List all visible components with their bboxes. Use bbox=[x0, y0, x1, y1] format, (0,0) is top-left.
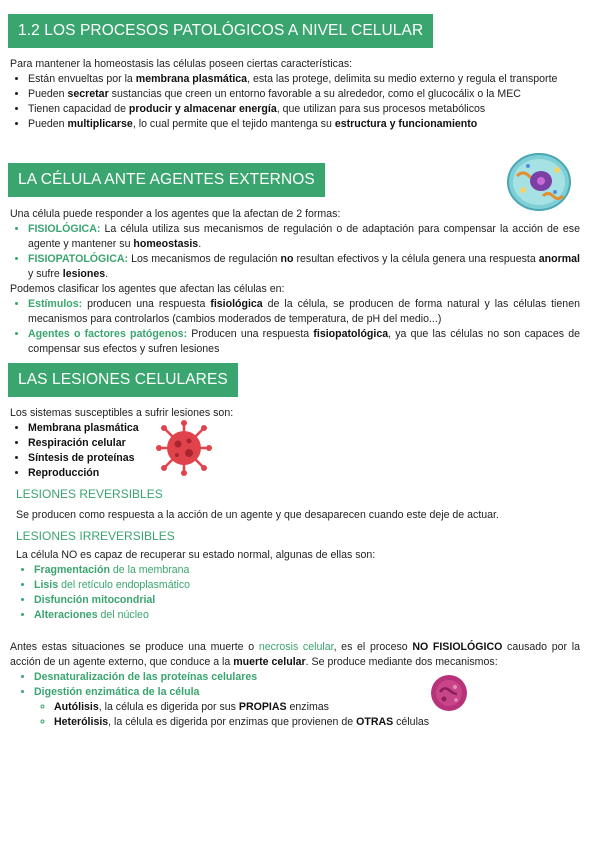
digestion-types-list bbox=[34, 700, 580, 730]
cell-characteristics-list bbox=[10, 72, 580, 132]
list-item: • Desnaturalización de las proteínas celulares bbox=[34, 670, 580, 685]
section-1-title: 1.2 LOS PROCESOS PATOLÓGICOS A NIVEL CELULAR bbox=[8, 14, 433, 48]
list-item: • Agentes o factores patógenos: Producen una respuesta fisiopatológica, ya que las células no son capaces de compensar sus efectos y sufren lesiones bbox=[28, 327, 580, 357]
section-3-title: LAS LESIONES CELULARES bbox=[8, 363, 238, 397]
list-item: • Pueden secretar sustancias que creen un entorno favorable a su alrededor, como el glucocálix o la MEC bbox=[28, 87, 580, 102]
section-1-intro: Para mantener la homeostasis las células poseen ciertas características: bbox=[10, 58, 353, 70]
list-item: • Lisis del retículo endoplasmático bbox=[34, 578, 580, 593]
response-forms-list bbox=[10, 222, 580, 282]
list-item: • Están envueltas por la membrana plasmática, esta las protege, delimita su medio externo y regula el transporte bbox=[28, 72, 580, 87]
necrotic-cell-icon bbox=[430, 674, 468, 712]
section-2-intro: Una célula puede responder a los agentes que la afectan de 2 formas: bbox=[10, 208, 341, 220]
irreversible-lesions-list bbox=[10, 563, 580, 623]
section-2-intro-2: Podemos clasificar los agentes que afectan las células en: bbox=[10, 283, 285, 295]
list-item: • Digestión enzimática de la célula ◦ Autólisis, la célula es digerida por sus PROPIAS enzimas ◦ Heterólisis, la célula es digerida por enzimas que provienen de OTRAS células bbox=[34, 685, 580, 730]
list-item: ◦ Autólisis, la célula es digerida por sus PROPIAS enzimas bbox=[54, 700, 580, 715]
irreversible-lesions-intro: La célula NO es capaz de recuperar su estado normal, algunas de ellas son: bbox=[16, 549, 376, 561]
necrosis-text: Antes estas situaciones se produce una muerte o necrosis celular, es el proceso NO FISIOLÓGICO causado por la acción de un agente externo, que conduce a la muerte celular. Se produce mediante dos mecanismos: bbox=[10, 641, 580, 668]
list-item: • Síntesis de proteínas bbox=[28, 451, 580, 466]
cell-illustration-icon bbox=[503, 148, 575, 216]
necrosis-mechanisms-list bbox=[10, 670, 580, 730]
necrosis-section bbox=[10, 640, 580, 730]
list-item: • FISIOPATOLÓGICA: Los mecanismos de regulación no resultan efectivos y la célula genera una respuesta anormal y sufre lesiones. bbox=[28, 252, 580, 282]
list-item: • Reproducción bbox=[28, 466, 580, 481]
list-item: • Disfunción mitocondrial bbox=[34, 593, 580, 608]
section-2-body bbox=[10, 207, 580, 357]
section-3-body bbox=[10, 406, 580, 623]
reversible-lesions-heading: LESIONES REVERSIBLES bbox=[16, 487, 163, 501]
list-item: ◦ Heterólisis, la célula es digerida por enzimas que provienen de OTRAS células bbox=[54, 715, 580, 730]
list-item: • FISIOLÓGICA: La célula utiliza sus mecanismos de regulación o de adaptación para compensar la acción de ese agente y mantener su homeostasis. bbox=[28, 222, 580, 252]
section-1-body bbox=[10, 57, 580, 132]
list-item: • Alteraciones del núcleo bbox=[34, 608, 580, 623]
reversible-lesions-text: Se producen como respuesta a la acción de un agente y que desaparecen cuando este deje de actuar. bbox=[16, 509, 499, 521]
section-3-intro: Los sistemas susceptibles a sufrir lesiones son: bbox=[10, 407, 234, 419]
list-item: • Estímulos: producen una respuesta fisiológica de la célula, se producen de forma natural y las células tienen mecanismos para controlarlos (cambios moderados de temperatura, de pH del medio...) bbox=[28, 297, 580, 327]
section-2-title: LA CÉLULA ANTE AGENTES EXTERNOS bbox=[8, 163, 325, 197]
list-item: • Pueden multiplicarse, lo cual permite que el tejido mantenga su estructura y funcionamiento bbox=[28, 117, 580, 132]
agent-types-list bbox=[10, 297, 580, 357]
list-item: • Fragmentación de la membrana bbox=[34, 563, 580, 578]
irreversible-lesions-heading: LESIONES IRREVERSIBLES bbox=[16, 529, 175, 543]
list-item: • Respiración celular bbox=[28, 436, 580, 451]
list-item: • Membrana plasmática bbox=[28, 421, 580, 436]
list-item: • Tienen capacidad de producir y almacenar energía, que utilizan para sus procesos metabólicos bbox=[28, 102, 580, 117]
susceptible-systems-list bbox=[10, 421, 580, 481]
